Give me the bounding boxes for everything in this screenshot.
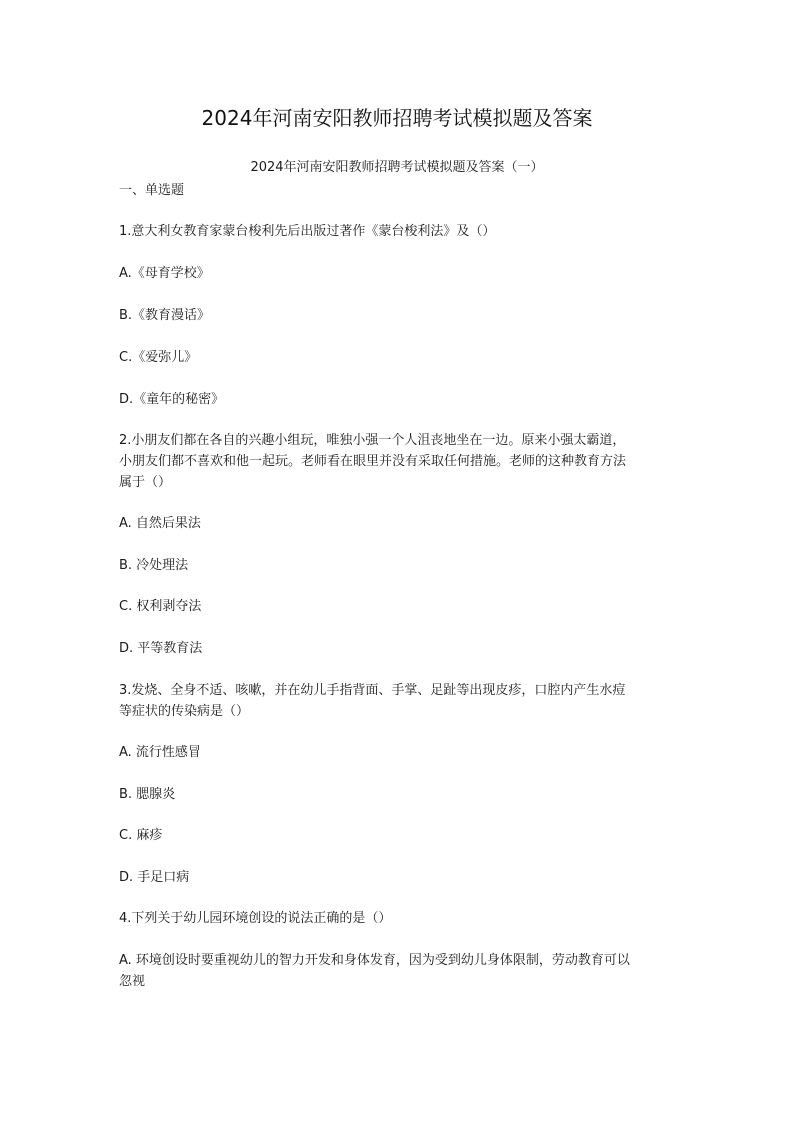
question-3-stem-line-2: 等症状的传染病是（） bbox=[119, 704, 250, 719]
question-1-option-a: A.《母育学校》 bbox=[119, 266, 210, 281]
question-1-option-c: C.《爱弥儿》 bbox=[119, 350, 198, 365]
question-3-option-a: A. 流行性感冒 bbox=[119, 745, 201, 760]
section-heading: 一、单选题 bbox=[119, 183, 185, 198]
question-4-option-a-line-1: A. 环境创设时要重视幼儿的智力开发和身体发育，因为受到幼儿身体限制，劳动教育可以 bbox=[119, 953, 630, 968]
question-2-stem-line-2: 小朋友们都不喜欢和他一起玩。老师看在眼里并没有采取任何措施。老师的这种教育方法 bbox=[119, 454, 627, 469]
question-2-stem-line-3: 属于（） bbox=[119, 475, 172, 490]
question-2-option-c: C. 权利剥夺法 bbox=[119, 599, 202, 614]
document-subtitle: 2024年河南安阳教师招聘考试模拟题及答案（一） bbox=[250, 160, 544, 175]
question-4-stem: 4.下列关于幼儿园环境创设的说法正确的是（） bbox=[119, 911, 392, 926]
question-2-stem-line-1: 2.小朋友们都在各自的兴趣小组玩，唯独小强一个人沮丧地坐在一边。原来小强太霸道， bbox=[119, 433, 626, 448]
question-3-option-b: B. 腮腺炎 bbox=[119, 787, 176, 802]
question-4-option-a-line-2: 忽视 bbox=[119, 974, 146, 989]
question-1-option-b: B.《教育漫话》 bbox=[119, 308, 211, 323]
question-1-option-d: D.《童年的秘密》 bbox=[119, 392, 225, 407]
question-2-option-a: A. 自然后果法 bbox=[119, 516, 201, 531]
question-3-option-c: C. 麻疹 bbox=[119, 828, 163, 843]
question-3-stem-line-1: 3.发烧、全身不适、咳嗽，并在幼儿手指背面、手掌、足趾等出现皮疹，口腔内产生水痘 bbox=[119, 683, 626, 698]
question-2-option-d: D. 平等教育法 bbox=[119, 641, 203, 656]
question-2-option-b: B. 冷处理法 bbox=[119, 558, 189, 573]
question-1-stem: 1.意大利女教育家蒙台梭利先后出版过著作《蒙台梭利法》及（） bbox=[119, 224, 496, 239]
question-3-option-d: D. 手足口病 bbox=[119, 870, 190, 885]
document-title: 2024年河南安阳教师招聘考试模拟题及答案 bbox=[201, 106, 593, 130]
